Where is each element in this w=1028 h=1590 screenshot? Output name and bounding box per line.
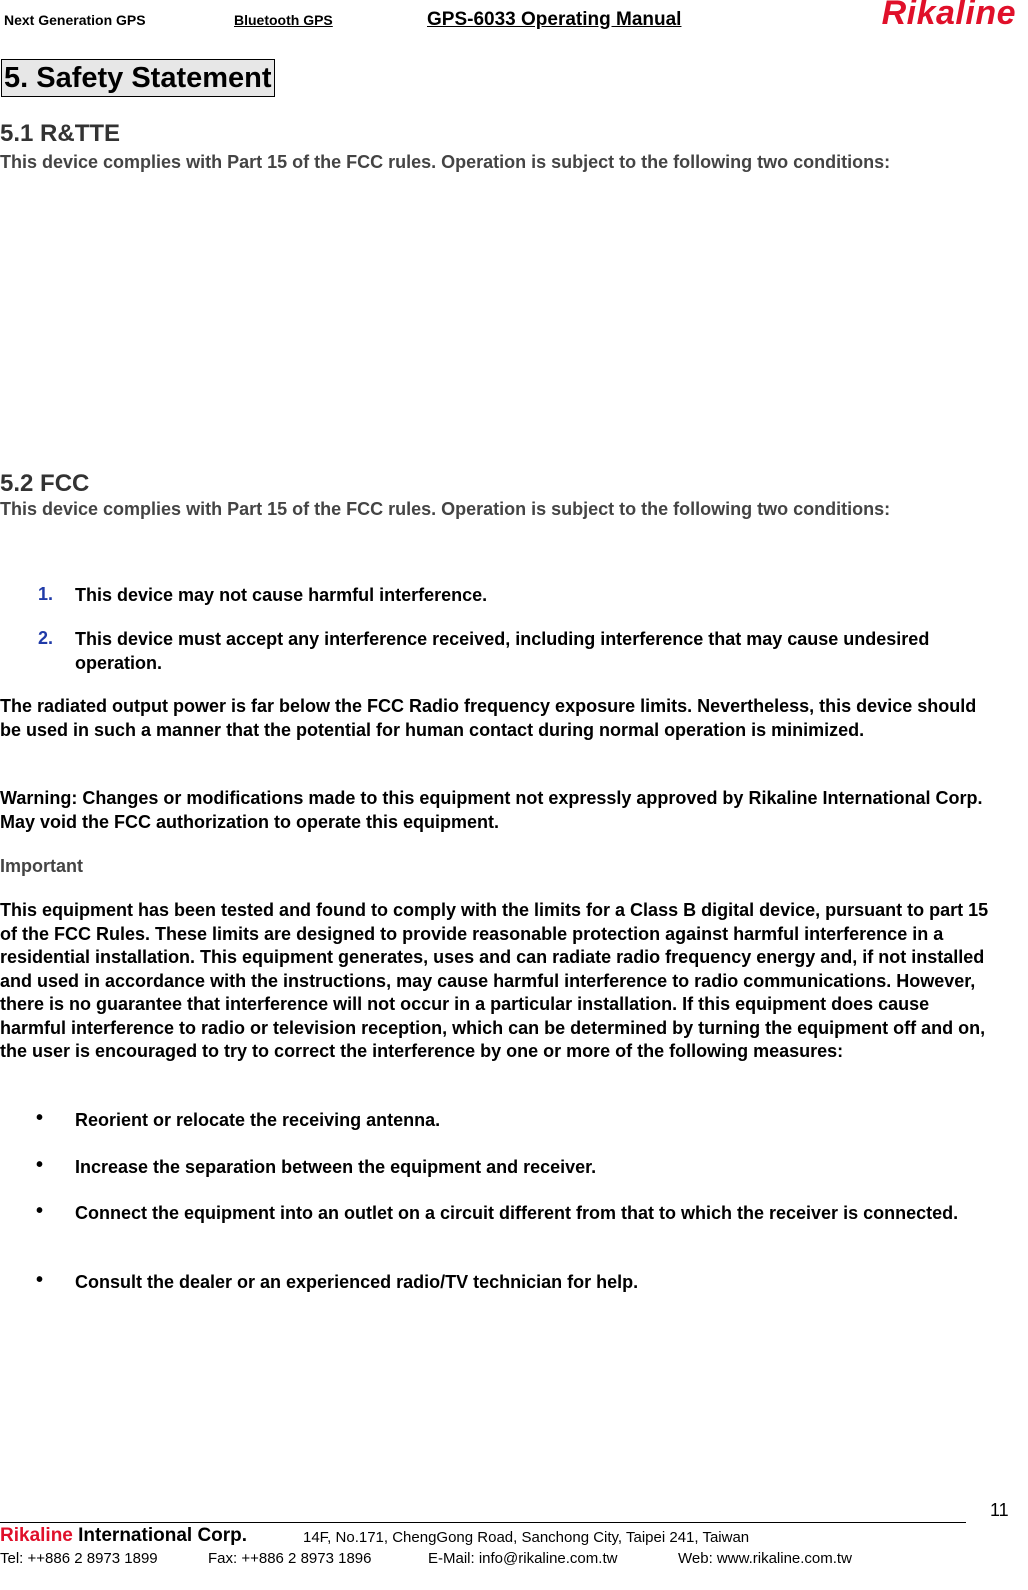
footer-fax: Fax: ++886 2 8973 1896 [208,1550,372,1567]
footer-email: E-Mail: info@rikaline.com.tw [428,1550,618,1567]
fcc-text: This device complies with Part 15 of the FCC rules. Operation is subject to the following two conditions: [0,499,891,519]
bullet-icon: • [36,1107,44,1129]
measure-item: Increase the separation between the equipment and receiver. [75,1157,597,1177]
footer-address: 14F, No.171, ChengGong Road, Sanchong City, Taipei 241, Taiwan [303,1529,750,1546]
footer-company-name: International Corp. [72,1525,248,1546]
header-product-line: Next Generation GPS [4,12,146,28]
footer-brand: Rikaline [0,1525,73,1546]
rikaline-logo: Rikaline [881,0,1016,32]
measure-item: Connect the equipment into an outlet on a circuit different from that to which the receiver is connected. [75,1203,959,1223]
footer-web: Web: www.rikaline.com.tw [678,1550,852,1567]
important-paragraph: This equipment has been tested and found to comply with the limits for a Class B digital device, pursuant to part 15 of the FCC Rules. These limits are designed to provide reasonable protection against harmful interference in a residential installation. This equipment generates, uses and can radiate radio frequency energy and, if not installed and used in accordance with the instructions, may cause harmful interference to radio communications. However, there is no guarantee that interference will not occur in a particular installation. If this equipment does cause harmful interference to radio or television reception, which can be determined by turning the equipment off and on, the user is encouraged to try to correct the interference by one or more of the following measures: [0,900,989,1061]
measure-item: Reorient or relocate the receiving antenna. [75,1110,441,1130]
rtte-text: This device complies with Part 15 of the FCC rules. Operation is subject to the following two conditions: [0,152,891,172]
bullet-icon: • [36,1269,44,1291]
header-bluetooth-gps: Bluetooth GPS [234,12,333,28]
condition-number: 2. [38,628,54,648]
header-manual-title: GPS-6033 Operating Manual [427,9,682,30]
page-number: 11 [990,1500,1009,1520]
fcc-heading: 5.2 FCC [0,470,90,497]
footer-divider [0,1522,966,1523]
section-title: 5. Safety Statement [1,59,275,97]
condition-text: This device may not cause harmful interference. [75,585,488,605]
important-label: Important [0,856,83,876]
rtte-heading: 5.1 R&TTE [0,120,121,147]
warning-paragraph: Warning: Changes or modifications made to this equipment not expressly approved by Rikaline International Corp. May void the FCC authorization to operate this equipment. [0,788,983,832]
radiation-paragraph: The radiated output power is far below the FCC Radio frequency exposure limits. Nevertheless, this device should be used in such a manner that the potential for human contact during normal operation is minimized. [0,696,977,740]
bullet-icon: • [36,1154,44,1176]
footer-company [0,1525,247,1547]
bullet-icon: • [36,1200,44,1222]
footer-tel: Tel: ++886 2 8973 1899 [0,1550,158,1567]
measure-item: Consult the dealer or an experienced radio/TV technician for help. [75,1272,639,1292]
condition-text: This device must accept any interference received, including interference that may cause undesired operation. [75,629,930,673]
condition-number: 1. [38,584,54,604]
